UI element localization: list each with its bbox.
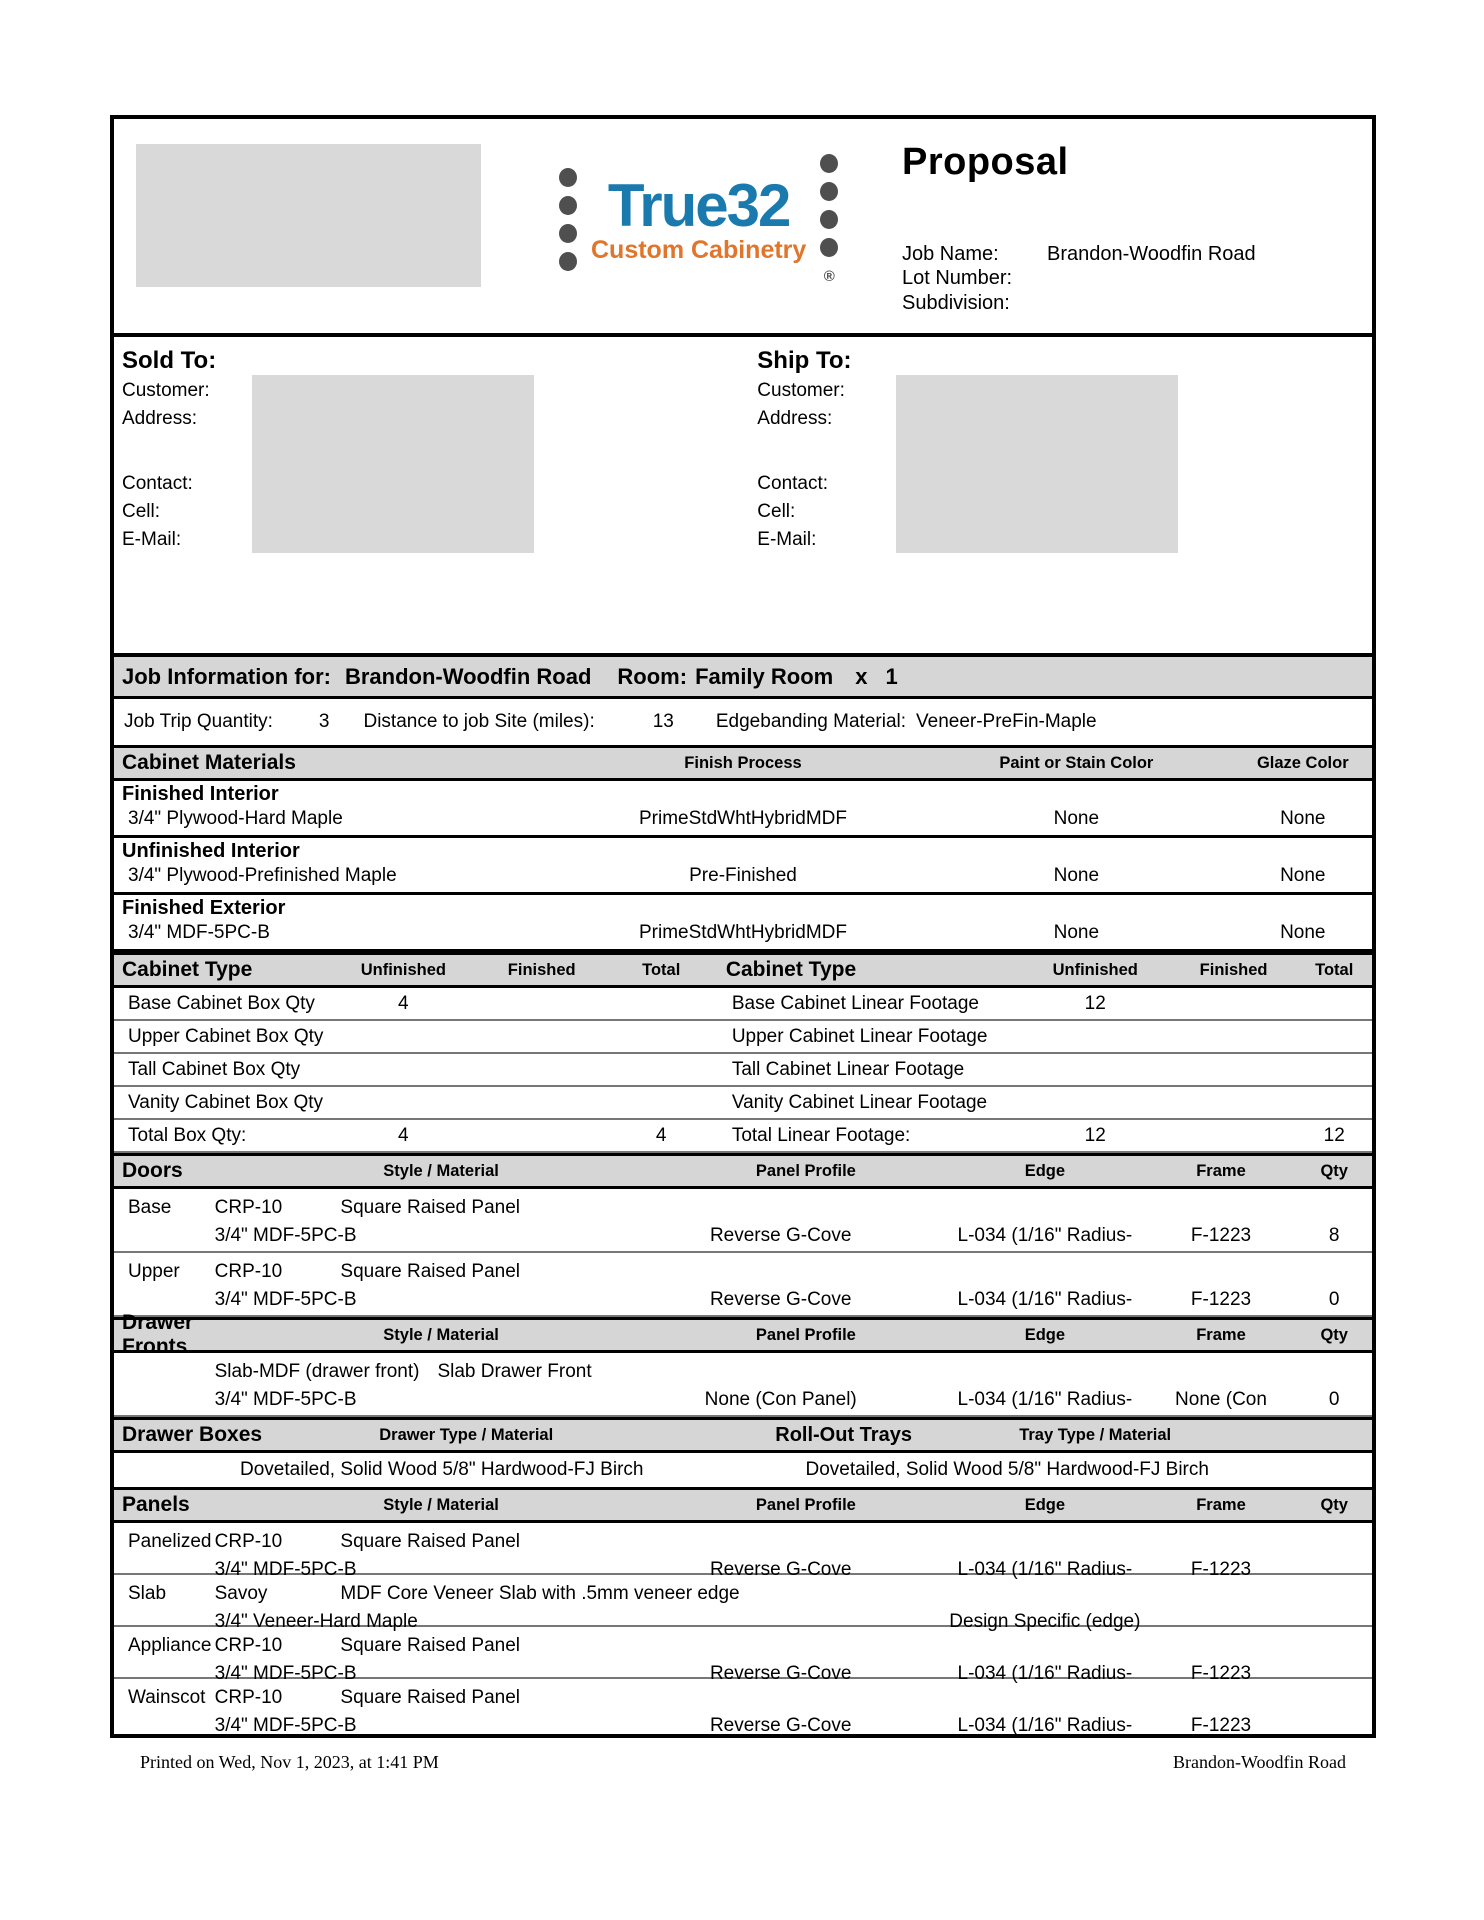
ship-to-address-label: Address: (757, 408, 833, 429)
panel-row-slab (114, 1575, 1372, 1632)
finished-col-header: Finished (1199, 960, 1268, 979)
unfinished-value: 4 (398, 1124, 409, 1146)
drawer-boxes-bar (114, 1417, 1372, 1453)
drawer-fronts-title: Drawer Fronts (122, 1311, 194, 1358)
job-name-value: Brandon-Woodfin Road (1047, 243, 1256, 265)
row-label: Upper Cabinet Box Qty (128, 1025, 324, 1047)
proposal-page (110, 115, 1376, 1738)
roll-out-trays-title: Roll-Out Trays (775, 1423, 912, 1446)
style-material-col-header: Style / Material (383, 1325, 499, 1344)
row-label: Tall Cabinet Box Qty (128, 1058, 301, 1080)
logo-dots-right-icon (820, 154, 838, 285)
cabinet-materials-title: Cabinet Materials (122, 751, 296, 774)
unfinished-interior-row (114, 865, 1372, 893)
brand-tagline: Custom Cabinetry (591, 236, 807, 264)
qty: 0 (1328, 1289, 1340, 1310)
brand-name: True32 (607, 172, 790, 239)
job-info-name: Brandon-Woodfin Road (344, 663, 592, 689)
panel-profile: None (Con Panel) (704, 1389, 857, 1410)
unfinished-interior-heading: Unfinished Interior (122, 840, 300, 862)
table-row (114, 1054, 1372, 1087)
trip-qty-value: 3 (318, 711, 330, 732)
distance-label: Distance to job Site (miles): (363, 711, 595, 732)
distance-value: 13 (652, 711, 674, 732)
material: 3/4" MDF-5PC-B (214, 1225, 357, 1246)
unfinished-value: 4 (398, 992, 409, 1014)
style-code: CRP-10 (214, 1531, 283, 1552)
sold-to-email-label: E-Mail: (122, 529, 182, 550)
style-name: Square Raised Panel (340, 1531, 520, 1552)
total-value: 4 (655, 1124, 667, 1146)
panel-profile: Reverse G-Cove (709, 1715, 852, 1736)
style-name: MDF Core Veneer Slab with .5mm veneer edge (340, 1583, 740, 1604)
panel-type: Slab (128, 1583, 167, 1604)
registered-icon: ® (823, 268, 835, 285)
sold-to-contact-label: Contact: (122, 473, 193, 494)
row-label: Upper Cabinet Linear Footage (731, 1025, 988, 1047)
drawer-front-row (114, 1353, 1372, 1417)
style-name: Square Raised Panel (340, 1261, 520, 1282)
material: 3/4" MDF-5PC-B (214, 1715, 357, 1736)
finish-process-value: PrimeStdWhtHybridMDF (639, 808, 847, 829)
sold-to-address-label: Address: (122, 408, 197, 429)
material: 3/4" MDF-5PC-B (214, 1663, 357, 1684)
finished-interior-heading: Finished Interior (122, 783, 279, 805)
ship-to-block (749, 337, 1372, 653)
panel-row-appliance (114, 1627, 1372, 1684)
material: 3/4" MDF-5PC-B (214, 1389, 357, 1410)
doors-title: Doors (122, 1159, 183, 1182)
ship-to-redaction (896, 375, 1178, 553)
panels-title: Panels (122, 1493, 190, 1516)
sold-to-title: Sold To: (122, 347, 217, 374)
doors-bar (114, 1153, 1372, 1189)
panel-row-wainscot (114, 1679, 1372, 1736)
door-row-upper (114, 1253, 1372, 1317)
edge-col-header: Edge (1024, 1495, 1066, 1514)
ship-to-contact-label: Contact: (757, 473, 829, 494)
style-name: Square Raised Panel (340, 1687, 520, 1708)
ship-to-cell-label: Cell: (757, 501, 796, 522)
panel-type: Appliance (128, 1635, 212, 1656)
style-code: CRP-10 (214, 1261, 283, 1282)
cabinet-type-bar (114, 952, 1372, 988)
table-row (114, 988, 1372, 1021)
paint-stain-col-header: Paint or Stain Color (999, 753, 1154, 772)
edge-col-header: Edge (1024, 1161, 1066, 1180)
addresses-section (114, 333, 1372, 653)
total-col-header: Total (642, 960, 681, 979)
proposal-title-block (902, 141, 1352, 315)
door-type: Upper (128, 1261, 180, 1282)
subdivision-label: Subdivision: (902, 291, 1010, 314)
drawer-box-material: Dovetailed, Solid Wood 5/8" Hardwood-FJ Birch (240, 1459, 644, 1480)
finished-exterior-row (114, 922, 1372, 950)
sold-to-block (114, 337, 743, 653)
style-code: CRP-10 (214, 1197, 283, 1218)
edge: L-034 (1/16" Radius- (957, 1389, 1133, 1410)
style-name: Slab Drawer Front (437, 1361, 592, 1382)
finish-process-value: Pre-Finished (689, 865, 797, 886)
cabinet-type-title-left: Cabinet Type (122, 958, 253, 981)
panels-bar (114, 1487, 1372, 1523)
frame-col-header: Frame (1196, 1161, 1246, 1180)
style-name: Square Raised Panel (340, 1635, 520, 1656)
material: 3/4" MDF-5PC-B (214, 1289, 357, 1310)
total-col-header: Total (1315, 960, 1354, 979)
sold-to-redaction (252, 375, 534, 553)
frame-col-header: Frame (1196, 1325, 1246, 1344)
printed-timestamp: Printed on Wed, Nov 1, 2023, at 1:41 PM (140, 1752, 439, 1772)
glaze-col-header: Glaze Color (1256, 753, 1349, 772)
style-name: Square Raised Panel (340, 1197, 520, 1218)
finished-interior-row (114, 808, 1372, 836)
panel-profile: Reverse G-Cove (709, 1289, 852, 1310)
header-section (114, 119, 1372, 333)
panel-profile-col-header: Panel Profile (755, 1325, 856, 1344)
finished-interior-group (114, 781, 1372, 838)
row-label: Base Cabinet Linear Footage (731, 992, 979, 1014)
drawer-fronts-bar (114, 1311, 1372, 1358)
door-type: Base (128, 1197, 172, 1218)
unfinished-col-header: Unfinished (360, 960, 446, 979)
row-label: Tall Cabinet Linear Footage (731, 1058, 965, 1080)
drawer-boxes-title: Drawer Boxes (122, 1423, 263, 1446)
company-info-redaction (136, 144, 481, 287)
frame: F-1223 (1190, 1663, 1252, 1684)
edge: L-034 (1/16" Radius- (957, 1559, 1133, 1580)
edge: L-034 (1/16" Radius- (957, 1225, 1133, 1246)
frame: None (Con (1175, 1389, 1267, 1410)
unfinished-interior-group (114, 838, 1372, 895)
drawer-boxes-row (114, 1453, 1372, 1487)
edgebanding-label: Edgebanding Material: (715, 711, 907, 732)
style-code: CRP-10 (214, 1687, 283, 1708)
material: 3/4" Veneer-Hard Maple (214, 1611, 418, 1632)
paint-stain-value: None (1053, 922, 1100, 943)
style-code: Savoy (214, 1583, 268, 1604)
room-qty: 1 (885, 663, 898, 689)
row-label: Vanity Cabinet Linear Footage (731, 1091, 988, 1113)
edge-col-header: Edge (1024, 1325, 1066, 1344)
table-row (114, 1087, 1372, 1120)
glaze-value: None (1280, 808, 1326, 829)
table-row-totals (114, 1120, 1372, 1153)
frame: F-1223 (1190, 1559, 1252, 1580)
cabinet-type-title-right: Cabinet Type (725, 958, 857, 981)
finished-exterior-group (114, 895, 1372, 952)
logo-text (591, 172, 807, 264)
qty-col-header: Qty (1320, 1325, 1348, 1344)
finish-process-value: PrimeStdWhtHybridMDF (639, 922, 847, 943)
total-value: 12 (1323, 1124, 1345, 1146)
total-linear-footage-label: Total Linear Footage: (731, 1124, 911, 1146)
frame: F-1223 (1190, 1289, 1252, 1310)
glaze-value: None (1280, 865, 1326, 886)
unfinished-col-header: Unfinished (1052, 960, 1138, 979)
panel-row-panelized (114, 1523, 1372, 1580)
room-qty-sep: x (855, 663, 868, 689)
total-box-qty-label: Total Box Qty: (128, 1124, 247, 1146)
unfinished-value: 12 (1084, 1124, 1106, 1146)
edgebanding-value: Veneer-PreFin-Maple (916, 711, 1097, 732)
sold-to-cell-label: Cell: (122, 501, 161, 522)
footer-job-name: Brandon-Woodfin Road (1172, 1752, 1346, 1772)
panel-type: Wainscot (128, 1687, 206, 1708)
cabinet-materials-bar (114, 745, 1372, 781)
frame-col-header: Frame (1196, 1495, 1246, 1514)
qty: 0 (1328, 1389, 1340, 1410)
style-material-col-header: Style / Material (383, 1161, 499, 1180)
sold-to-customer-label: Customer: (122, 380, 210, 401)
material-name: 3/4" Plywood-Prefinished Maple (128, 865, 397, 886)
lot-number-label: Lot Number: (902, 267, 1013, 290)
style-material-col-header: Style / Material (383, 1495, 499, 1514)
page-title: Proposal (902, 141, 1069, 183)
paint-stain-value: None (1053, 865, 1100, 886)
ship-to-title: Ship To: (757, 347, 852, 374)
edge: L-034 (1/16" Radius- (957, 1715, 1133, 1736)
tray-material: Dovetailed, Solid Wood 5/8" Hardwood-FJ Birch (805, 1459, 1209, 1480)
edge: Design Specific (edge) (949, 1611, 1141, 1632)
frame: F-1223 (1190, 1225, 1252, 1246)
panel-profile: Reverse G-Cove (709, 1225, 852, 1246)
panel-profile: Reverse G-Cove (709, 1559, 852, 1580)
job-info-bar (114, 653, 1372, 699)
logo-dots-left-icon (559, 168, 577, 271)
frame: F-1223 (1190, 1715, 1252, 1736)
panel-type: Panelized (128, 1531, 212, 1552)
page-footer (110, 1752, 1376, 1773)
drawer-type-col-header: Drawer Type / Material (379, 1425, 554, 1444)
material: 3/4" MDF-5PC-B (214, 1559, 357, 1580)
qty-col-header: Qty (1320, 1495, 1348, 1514)
door-row-base (114, 1189, 1372, 1253)
room-value: Family Room (695, 663, 834, 689)
room-label: Room: (617, 663, 688, 689)
qty: 8 (1328, 1225, 1340, 1246)
qty-col-header: Qty (1320, 1161, 1348, 1180)
job-info-prefix: Job Information for: (122, 663, 331, 689)
panel-profile-col-header: Panel Profile (755, 1495, 856, 1514)
job-name-label: Job Name: (902, 243, 999, 265)
panel-profile: Reverse G-Cove (709, 1663, 852, 1684)
trip-qty-label: Job Trip Quantity: (124, 711, 273, 732)
material-name: 3/4" MDF-5PC-B (128, 922, 270, 943)
paint-stain-value: None (1053, 808, 1100, 829)
table-row (114, 1021, 1372, 1054)
glaze-value: None (1280, 922, 1326, 943)
style-code: Slab-MDF (drawer front) (214, 1361, 420, 1382)
style-code: CRP-10 (214, 1635, 283, 1656)
ship-to-customer-label: Customer: (757, 380, 845, 401)
true32-logo (559, 154, 838, 285)
trip-info-row (114, 699, 1372, 745)
row-label: Base Cabinet Box Qty (128, 992, 315, 1014)
tray-type-col-header: Tray Type / Material (1019, 1425, 1172, 1444)
unfinished-value: 12 (1084, 992, 1106, 1014)
edge: L-034 (1/16" Radius- (957, 1663, 1133, 1684)
row-label: Vanity Cabinet Box Qty (128, 1091, 324, 1113)
panel-profile-col-header: Panel Profile (755, 1161, 856, 1180)
ship-to-email-label: E-Mail: (757, 529, 817, 550)
finished-exterior-heading: Finished Exterior (122, 897, 286, 919)
finished-col-header: Finished (507, 960, 576, 979)
edge: L-034 (1/16" Radius- (957, 1289, 1133, 1310)
finish-process-col-header: Finish Process (684, 753, 802, 772)
material-name: 3/4" Plywood-Hard Maple (128, 808, 343, 829)
